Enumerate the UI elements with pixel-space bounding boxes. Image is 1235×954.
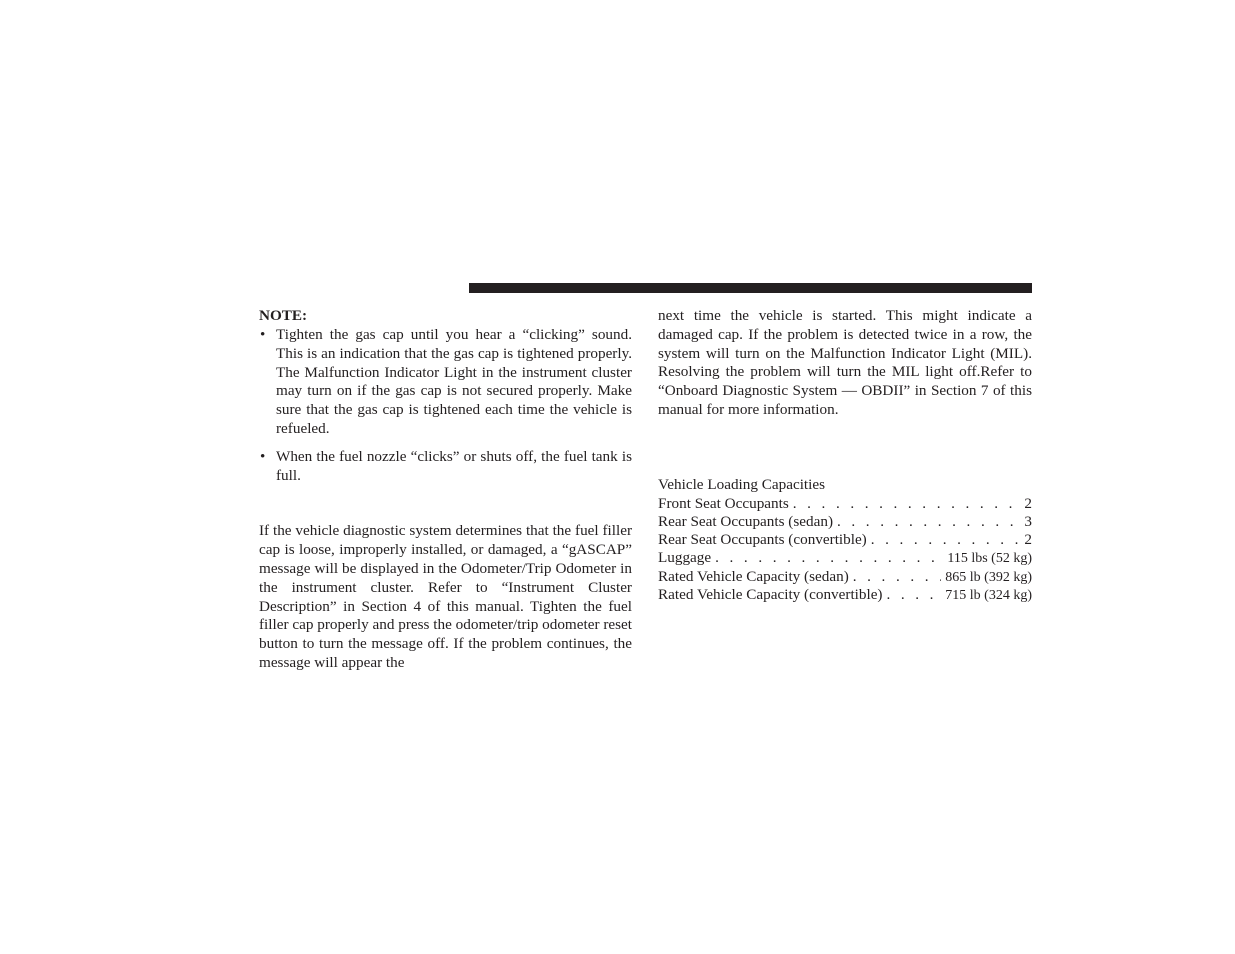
- continued-paragraph: next time the vehicle is started. This might indicate a damaged cap. If the problem is detected twice in a row, the system will turn on the Malfunction Indicator Light (MIL). Resolving the problem will turn the MIL light off.Refer to “Onboard Diagnostic System — OBDII” in Section 7 of this manual for more information.: [658, 307, 1032, 418]
- capacity-row: [658, 495, 1032, 513]
- capacity-value: 715 lb (324 kg): [945, 588, 1032, 604]
- capacity-row: [658, 586, 1032, 604]
- right-column: [658, 307, 1032, 604]
- bullet-dot-icon: •: [260, 326, 266, 343]
- note-bullet-list: [259, 326, 632, 485]
- capacity-row: [658, 549, 1032, 567]
- capacities-table: [658, 495, 1032, 605]
- capacity-value: 3: [1024, 512, 1032, 530]
- dot-leader: [887, 586, 942, 605]
- capacity-label: Rear Seat Occupants (sedan): [658, 512, 834, 530]
- capacity-label: Rear Seat Occupants (convertible): [658, 531, 867, 549]
- capacity-label: Front Seat Occupants: [658, 494, 789, 512]
- capacity-value: 2: [1024, 531, 1032, 549]
- note-bullet-text: Tighten the gas cap until you hear a “clicking” sound. This is an indication that the gas cap is tightened properly. The Malfunction Indicator Light in the instrument cluster may turn on if the gas cap is not secured properly. Make sure that the gas cap is tightened each time the vehicle is refueled.: [276, 326, 632, 437]
- bullet-dot-icon: •: [260, 447, 266, 465]
- capacity-row: [658, 513, 1032, 531]
- capacities-heading: Vehicle Loading Capacities: [658, 475, 826, 493]
- dot-leader: [715, 549, 943, 568]
- diagnostic-paragraph: If the vehicle diagnostic system determines that the fuel filler cap is loose, improperly installed, or damaged, a “gASCAP” message will be displayed in the Odometer/Trip Odometer in the instrument cluster. Refer to “Instrument Cluster Description” in Section 4 of this manual. Tighten the fuel filler cap properly and press the odometer/trip odometer reset button to turn the message off. If the problem continues, the message will appear the: [259, 522, 632, 671]
- note-bullet-text: When the fuel nozzle “clicks” or shuts off, the fuel tank is full.: [276, 447, 632, 484]
- capacity-label: Luggage: [658, 549, 712, 567]
- note-bullet-item: [259, 448, 632, 486]
- note-label: NOTE:: [259, 307, 308, 324]
- dot-leader: [837, 513, 1020, 532]
- dot-leader: [853, 568, 942, 587]
- section-header-rule: [469, 283, 1032, 293]
- left-column: [259, 307, 632, 673]
- capacity-value: 865 lb (392 kg): [945, 569, 1032, 585]
- dot-leader: [871, 531, 1021, 550]
- dot-leader: [793, 495, 1021, 514]
- capacity-row: [658, 568, 1032, 586]
- capacity-row: [658, 531, 1032, 549]
- note-bullet-item: [259, 326, 632, 439]
- capacity-label: Rated Vehicle Capacity (convertible): [658, 586, 883, 604]
- capacity-value: 115 lbs (52 kg): [947, 551, 1032, 567]
- capacity-value: 2: [1024, 494, 1032, 512]
- capacity-label: Rated Vehicle Capacity (sedan): [658, 567, 849, 585]
